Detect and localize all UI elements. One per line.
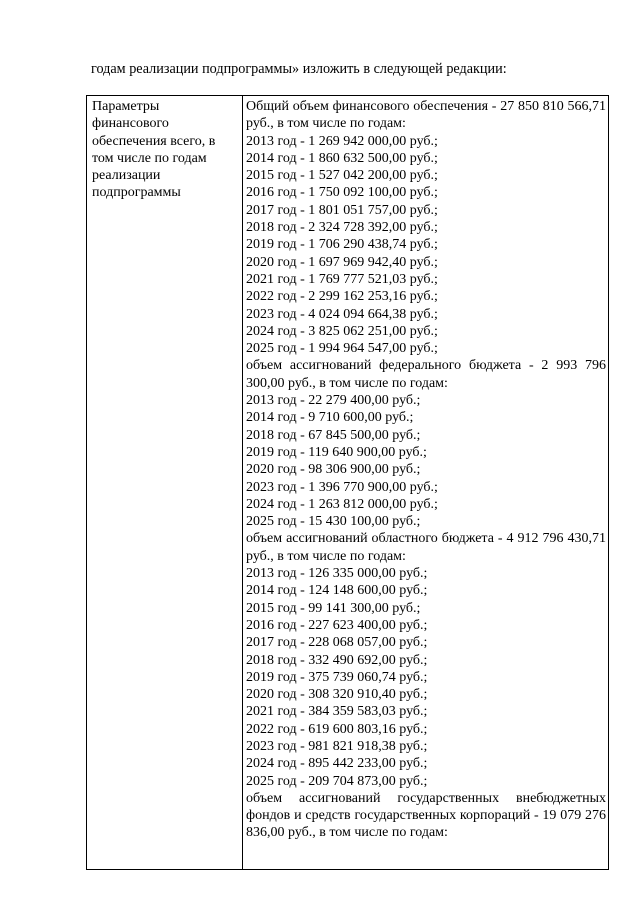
regional-year-line: 2014 год - 124 148 600,00 руб.; xyxy=(246,583,428,599)
total-year-line: 2015 год - 1 527 042 200,00 руб.; xyxy=(246,168,438,184)
regional-year-line: 2013 год - 126 335 000,00 руб.; xyxy=(246,566,428,582)
total-year-line: 2013 год - 1 269 942 000,00 руб.; xyxy=(246,133,438,149)
regional-year-line: 2017 год - 228 068 057,00 руб.; xyxy=(246,635,428,651)
regional-year-line: 2020 год - 308 320 910,40 руб.; xyxy=(246,687,428,703)
subprogram-finance-table xyxy=(86,95,609,870)
federal-year-line: 2013 год - 22 279 400,00 руб.; xyxy=(246,393,421,409)
total-finance-heading: Общий объем финансового обеспечения - 27 850 810 566,71 руб., в том числе по годам: xyxy=(246,99,606,132)
parameter-label: Параметры финансового обеспечения всего, в том числе по годам реализации подпрограммы xyxy=(92,99,216,201)
regional-year-line: 2018 год - 332 490 692,00 руб.; xyxy=(246,652,428,668)
federal-year-line: 2020 год - 98 306 900,00 руб.; xyxy=(246,462,421,478)
total-year-line: 2021 год - 1 769 777 521,03 руб.; xyxy=(246,271,438,287)
regional-year-line: 2024 год - 895 442 233,00 руб.; xyxy=(246,756,428,772)
total-year-line: 2017 год - 1 801 051 757,00 руб.; xyxy=(246,202,438,218)
federal-year-line: 2019 год - 119 640 900,00 руб.; xyxy=(246,444,427,460)
regional-year-line: 2021 год - 384 359 583,03 руб.; xyxy=(246,704,428,720)
federal-year-line: 2014 год - 9 710 600,00 руб.; xyxy=(246,410,414,426)
parameter-label-cell xyxy=(87,96,243,870)
total-year-line: 2023 год - 4 024 094 664,38 руб.; xyxy=(246,306,438,322)
regional-year-line: 2016 год - 227 623 400,00 руб.; xyxy=(246,617,428,633)
finance-value-list xyxy=(243,96,608,842)
federal-year-line: 2023 год - 1 396 770 900,00 руб.; xyxy=(246,479,438,495)
federal-year-line: 2018 год - 67 845 500,00 руб.; xyxy=(246,427,421,443)
total-year-line: 2020 год - 1 697 969 942,40 руб.; xyxy=(246,254,438,270)
regional-year-line: 2025 год - 209 704 873,00 руб.; xyxy=(246,773,428,789)
total-year-line: 2024 год - 3 825 062 251,00 руб.; xyxy=(246,323,438,339)
regional-year-line: 2022 год - 619 600 803,16 руб.; xyxy=(246,721,428,737)
federal-budget-heading: объем ассигнований федерального бюджета - 2 993 796 300,00 руб., в том числе по годам: xyxy=(246,358,606,391)
offbudget-funds-heading: объем ассигнований государственных внебюджетных фондов и средств государственных корпораций - 19 079 276 836,00 руб., в том числе по годам: xyxy=(246,790,606,841)
total-year-line: 2025 год - 1 994 964 547,00 руб.; xyxy=(246,341,438,357)
regional-year-line: 2023 год - 981 821 918,38 руб.; xyxy=(246,738,428,754)
regional-budget-heading: объем ассигнований областного бюджета - 4 912 796 430,71 руб., в том числе по годам: xyxy=(246,531,606,564)
parameter-value-cell xyxy=(243,96,609,870)
regional-year-line: 2015 год - 99 141 300,00 руб.; xyxy=(246,600,421,616)
total-year-line: 2018 год - 2 324 728 392,00 руб.; xyxy=(246,220,438,236)
federal-year-line: 2025 год - 15 430 100,00 руб.; xyxy=(246,514,421,530)
table-row xyxy=(87,96,609,870)
federal-year-line: 2024 год - 1 263 812 000,00 руб.; xyxy=(246,496,438,512)
total-year-line: 2019 год - 1 706 290 438,74 руб.; xyxy=(246,237,438,253)
total-year-line: 2014 год - 1 860 632 500,00 руб.; xyxy=(246,150,438,166)
regional-year-line: 2019 год - 375 739 060,74 руб.; xyxy=(246,669,428,685)
total-year-line: 2022 год - 2 299 162 253,16 руб.; xyxy=(246,289,438,305)
total-year-line: 2016 год - 1 750 092 100,00 руб.; xyxy=(246,185,438,201)
intro-paragraph: годам реализации подпрограммы» изложить в следующей редакции: xyxy=(91,61,507,77)
